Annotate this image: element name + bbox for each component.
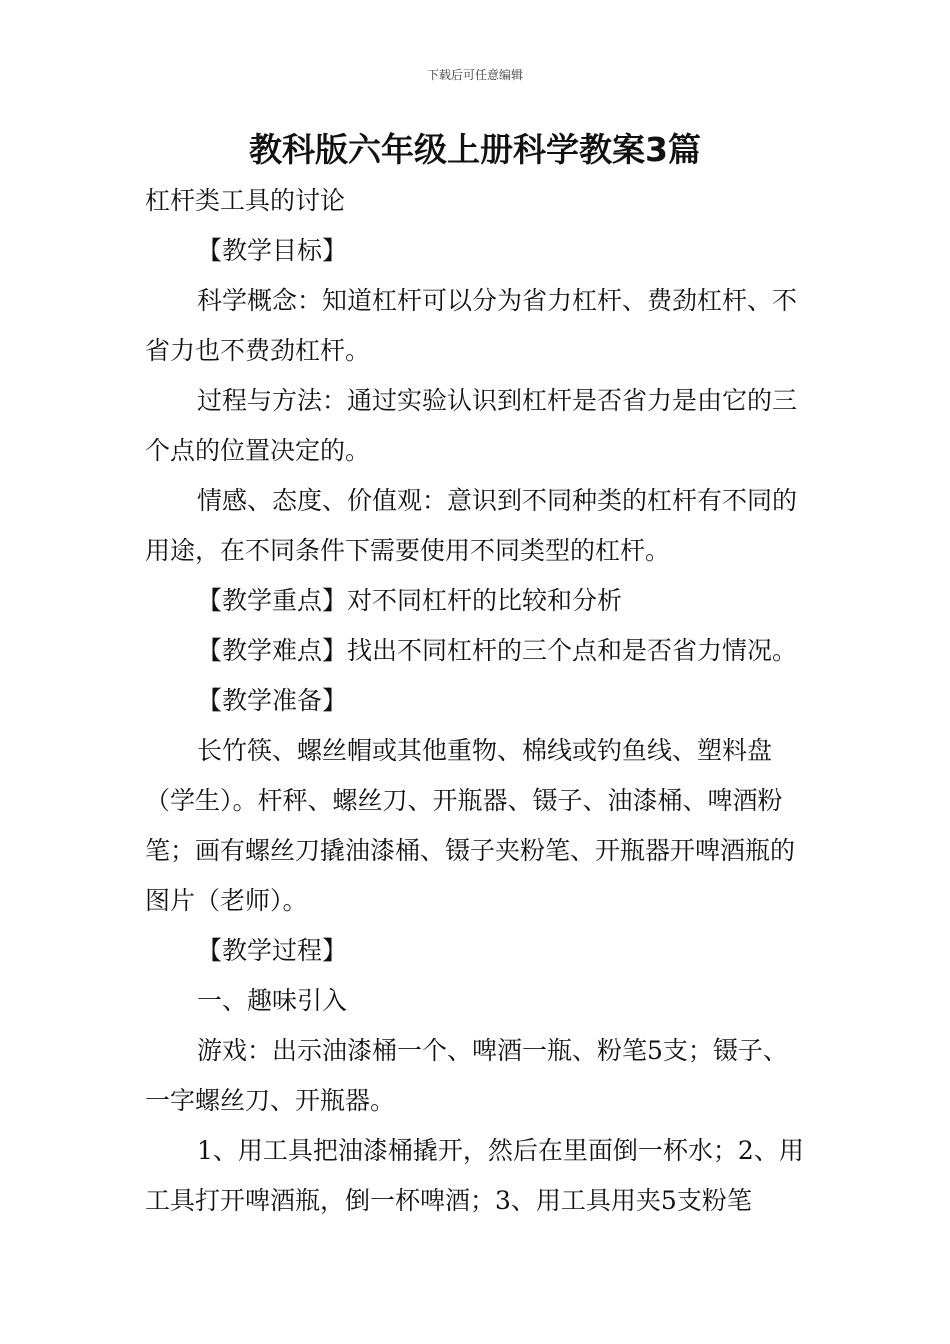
- heading-fun-introduction: 一、趣味引入: [197, 986, 348, 1015]
- paragraph-emotion-attitude: 情感、态度、价值观：意识到不同种类的杠杆有不同的用途，在不同条件下需要使用不同类型的杠杆。: [145, 486, 798, 565]
- paragraph-science-concept: 科学概念：知道杠杆可以分为省力杠杆、费劲杠杆、不省力也不费劲杠杆。: [145, 286, 798, 365]
- heading-teaching-goals: 【教学目标】: [197, 236, 348, 265]
- paragraph-teaching-difficulty: 【教学难点】找出不同杠杆的三个点和是否省力情况。: [197, 636, 798, 665]
- heading-teaching-preparation: 【教学准备】: [197, 686, 348, 715]
- paragraph-game: 游戏：出示油漆桶一个、啤酒一瓶、粉笔5支；镊子、一字螺丝刀、开瓶器。: [145, 1036, 788, 1115]
- paragraph-materials: 长竹筷、螺丝帽或其他重物、棉线或钓鱼线、塑料盘（学生）。杆秤、螺丝刀、开瓶器、镊子、油漆桶、啤酒粉笔；画有螺丝刀撬油漆桶、镊子夹粉笔、开瓶器开啤酒瓶的图片（老师）。: [145, 736, 796, 915]
- document-title: 教科版六年级上册科学教案3篇: [249, 130, 701, 169]
- heading-teaching-process: 【教学过程】: [197, 936, 348, 965]
- paragraph-game-steps: 1、用工具把油漆桶撬开，然后在里面倒一杯水；2、用工具打开啤酒瓶，倒一杯啤酒；3、用工具用夹5支粉笔: [145, 1136, 804, 1215]
- document-body: [145, 176, 810, 1226]
- page-header-note: 下载后可任意编辑: [426, 68, 523, 82]
- section-subtitle: 杠杆类工具的讨论: [145, 186, 346, 215]
- paragraph-process-method: 过程与方法：通过实验认识到杠杆是否省力是由它的三个点的位置决定的。: [145, 386, 798, 465]
- paragraph-teaching-focus: 【教学重点】对不同杠杆的比较和分析: [197, 586, 623, 615]
